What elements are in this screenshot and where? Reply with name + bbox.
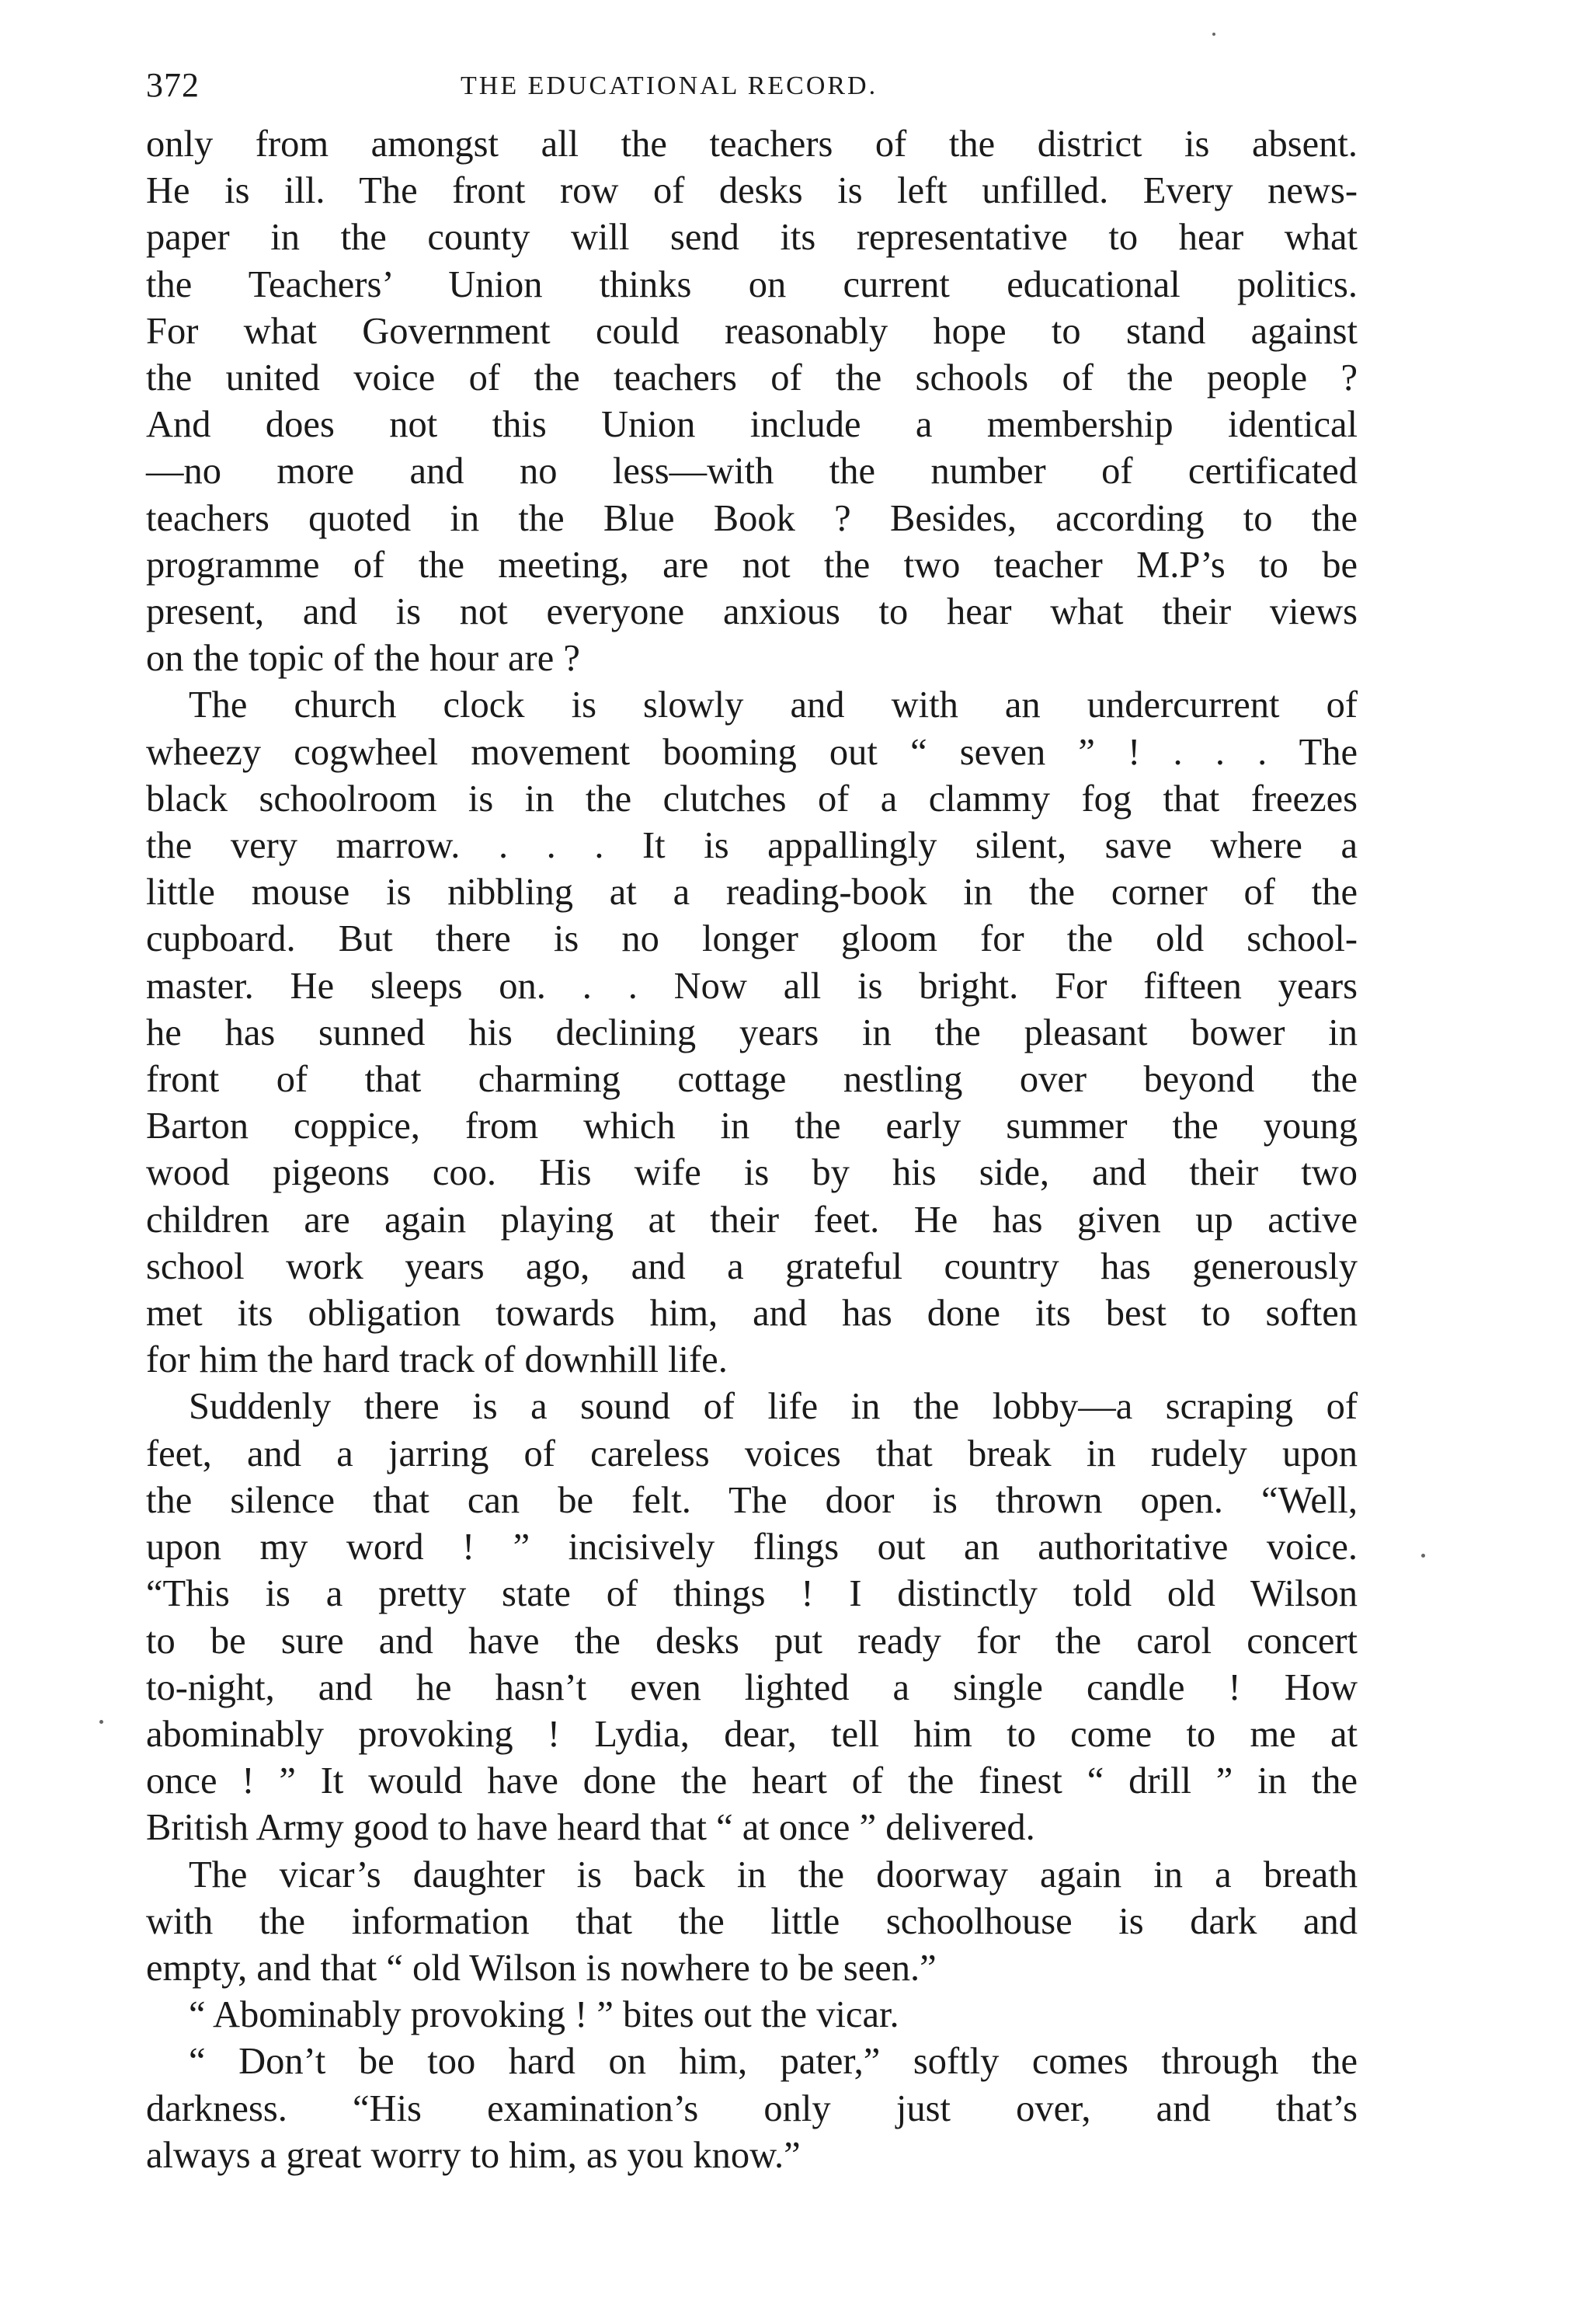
text-line: school work years ago, and a grateful country has generously	[146, 1245, 1358, 1287]
margin-speck-top	[1212, 33, 1215, 36]
text-line: —no more and no less—with the number of certificated	[146, 451, 1358, 493]
text-line: front of that charming cottage nestling over beyond the	[146, 1059, 1358, 1101]
text-line: he has sunned his declining years in the pleasant bower in	[146, 1011, 1358, 1053]
text-line: upon my word ! ” incisively flings out an authoritative voice.	[146, 1527, 1358, 1568]
paragraph	[146, 682, 1358, 1384]
text-line: children are again playing at their feet. He has given up active	[146, 1199, 1358, 1241]
text-line: master. He sleeps on. . . Now all is bright. For fifteen years	[146, 965, 1358, 1007]
text-line: Suddenly there is a sound of life in the lobby—a scraping of	[189, 1386, 1358, 1428]
text-line: black schoolroom is in the clutches of a clammy fog that freezes	[146, 778, 1358, 820]
text-line: feet, and a jarring of careless voices that break in rudely upon	[146, 1433, 1358, 1474]
margin-speck-right	[1421, 1554, 1425, 1558]
paragraph	[146, 2038, 1358, 2179]
text-line: the very marrow. . . . It is appallingly silent, save where a	[146, 825, 1358, 867]
book-page	[146, 65, 1358, 2179]
paragraph	[146, 121, 1358, 682]
text-line: He is ill. The front row of desks is left unfilled. Every news-	[146, 170, 1358, 212]
text-line: to-night, and he hasn’t even lighted a single candle ! How	[146, 1666, 1358, 1708]
text-line: cupboard. But there is no longer gloom for the old school-	[146, 918, 1358, 960]
text-line: for him the hard track of downhill life.	[146, 1339, 728, 1381]
text-line: empty, and that “ old Wilson is nowhere to be seen.”	[146, 1947, 937, 1989]
text-line: wheezy cogwheel movement booming out “ seven ” ! . . . The	[146, 731, 1358, 773]
text-line: The vicar’s daughter is back in the doorway again in a breath	[189, 1854, 1358, 1896]
text-line: always a great worry to him, as you know.”	[146, 2134, 801, 2176]
text-line: little mouse is nibbling at a reading-book in the corner of the	[146, 872, 1358, 914]
text-line: wood pigeons coo. His wife is by his side, and their two	[146, 1152, 1358, 1194]
text-line: And does not this Union include a membership identical	[146, 404, 1358, 446]
text-line: with the information that the little schoolhouse is dark and	[146, 1900, 1358, 1942]
text-line: met its obligation towards him, and has done its best to soften	[146, 1293, 1358, 1335]
text-line: The church clock is slowly and with an undercurrent of	[189, 684, 1358, 726]
text-line: on the topic of the hour are ?	[146, 638, 580, 680]
text-line: Barton coppice, from which in the early summer the young	[146, 1105, 1358, 1147]
paragraph	[146, 1992, 1358, 2038]
text-line: British Army good to have heard that “ at once ” delivered.	[146, 1807, 1035, 1849]
page-number: 372	[146, 66, 200, 104]
text-line: For what Government could reasonably hope to stand against	[146, 310, 1358, 352]
text-line: “ Don’t be too hard on him, pater,” softly comes through the	[189, 2041, 1358, 2083]
paragraph	[146, 1852, 1358, 1993]
text-line: abominably provoking ! Lydia, dear, tell him to come to me at	[146, 1713, 1358, 1755]
text-line: the silence that can be felt. The door is thrown open. “Well,	[146, 1479, 1358, 1521]
text-line: once ! ” It would have done the heart of the finest “ drill ” in the	[146, 1760, 1358, 1802]
text-line: programme of the meeting, are not the two teacher M.P’s to be	[146, 544, 1358, 586]
running-head	[146, 65, 1358, 117]
text-line: darkness. “His examination’s only just over, and that’s	[146, 2087, 1358, 2129]
text-line: to be sure and have the desks put ready for the carol concert	[146, 1620, 1358, 1662]
text-line: only from amongst all the teachers of the district is absent.	[146, 124, 1358, 165]
body-text	[146, 121, 1358, 2179]
paragraph	[146, 1384, 1358, 1851]
margin-speck-left	[99, 1720, 103, 1724]
text-line: “This is a pretty state of things ! I distinctly told old Wilson	[146, 1573, 1358, 1615]
text-line: paper in the county will send its representative to hear what	[146, 217, 1358, 259]
text-line: teachers quoted in the Blue Book ? Besides, according to the	[146, 497, 1358, 539]
text-line: the united voice of the teachers of the schools of the people ?	[146, 357, 1358, 399]
text-line: the Teachers’ Union thinks on current educational politics.	[146, 263, 1358, 305]
text-line: present, and is not everyone anxious to hear what their views	[146, 591, 1358, 633]
journal-title: THE EDUCATIONAL RECORD.	[461, 71, 878, 100]
text-line: “ Abominably provoking ! ” bites out the vicar.	[189, 1994, 899, 2036]
